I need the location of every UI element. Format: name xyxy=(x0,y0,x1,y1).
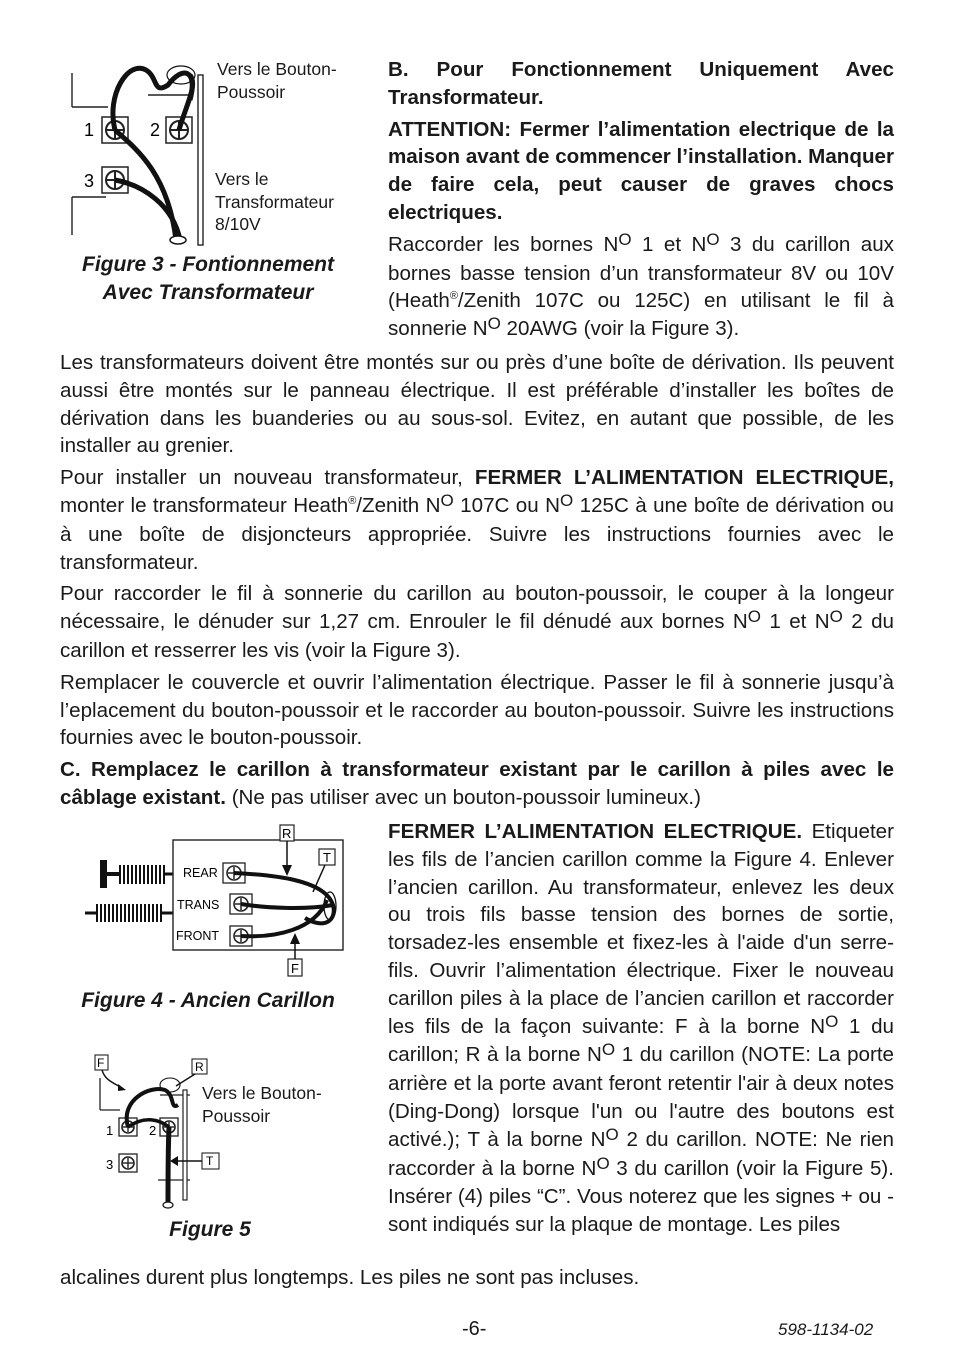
label-line: Poussoir xyxy=(202,1105,271,1126)
fig5-tag-f: F xyxy=(97,1056,105,1070)
page-number: -6- xyxy=(462,1318,487,1340)
paragraph-transformers: Les transformateurs doivent être montés sur ou près d’une boîte de dérivation. Ils peuvent aussi être montés sur le panneau électrique. Il est préférable d’installer les boîtes de dérivation dans les buanderies ou au sous-sol. Evitez, en autant que possible, de les installer au grenier. xyxy=(60,351,894,458)
figure-5-pushbutton-label xyxy=(202,1082,322,1127)
paragraph-replace-cover: Remplacer le couvercle et ouvrir l’alimentation électrique. Passer le fil à sonnerie jusqu’à l’eplacement du bouton-poussoir et le raccorder au bouton-poussoir. Suivre les instructions fournies avec le bouton-poussoir. xyxy=(60,670,894,750)
tag-f: F xyxy=(291,961,299,976)
figure-4-diagram xyxy=(75,820,355,980)
section-c-paragraph: FERMER L’ALIMENTATION ELECTRIQUE. Etiqueter les fils de l’ancien carillon comme la Figure 4. Enlever l’ancien carillon. Au transformateur, enlevez les deux ou trois fils basse tension des bornes de sortie, torsadez-les ensemble et fixez-les à l'aide d'un serre-fils. Ouvrir l’alimentation électrique. Fixer le nouveau carillon piles à la place de l’ancien carillon et raccorder les fils de la façon suivante: F à la borne $N^O$ 1 du carillon; R à la borne $N^O$ 1 du carillon (NOTE: La porte arrière et la porte avant feront retentir l'air à deux notes (Ding-Dong) lorsque l'un ou l'autre des boutons est activé.); T à la borne $N^O$ 2 du carillon. NOTE: Ne rien raccorder à la borne $N^O$ 3 du carillon (voir la Figure 5). Insérer (4) piles “C”. Vous noterez que les signes + ou - sont indiqués sur la plaque de montage. Les piles xyxy=(388,820,895,1237)
section-b-paragraph-1: Raccorder les bornes $N^O$ 1 et $N^O$ 3 du carillon aux bornes basse tension d’un transformateur 8V ou 10V (Heath®/Zenith 107C ou 125C) en utilisant le fil à sonnerie $N^O$ 20AWG (voir la Figure 3). xyxy=(388,229,894,341)
figure-5-diagram xyxy=(90,1050,230,1210)
figure-3-diagram xyxy=(58,55,218,250)
label-line: Poussoir xyxy=(217,81,286,102)
caption-line: Avec Transformateur xyxy=(102,281,314,304)
tag-r: R xyxy=(282,826,292,841)
fig5-tag-t: T xyxy=(206,1154,214,1168)
terminal-3-number: 3 xyxy=(84,171,95,191)
paragraph-connect-wire: Pour raccorder le fil à sonnerie du carillon au bouton-poussoir, le couper à la longeur nécessaire, le dénuder sur 1,27 cm. Enrouler le fil dénudé aux bornes $N^O$ 1 et $N^O$ 2 du carillon et resserrer les vis (voir la Figure 3). xyxy=(60,582,894,662)
section-c-heading: C. Remplacez le carillon à transformateur existant par le carillon à piles avec le câblage existant. (Ne pas utiliser avec un bouton-poussoir lumineux.) xyxy=(60,758,894,809)
label-line: Transformateur xyxy=(215,191,334,212)
full-width-text xyxy=(60,349,894,812)
section-b-heading: B. Pour Fonctionnement Uniquement Avec Transformateur. xyxy=(388,58,894,109)
figure-3-pushbutton-label xyxy=(217,58,337,103)
figure-4-caption: Figure 4 - Ancien Carillon xyxy=(81,989,335,1012)
terminal-2-number: 2 xyxy=(150,120,161,140)
terminal-1-number: 1 xyxy=(84,120,95,140)
section-c-column xyxy=(388,818,894,1239)
attention-warning: ATTENTION: Fermer l’alimentation electrique de la maison avant de commencer l’installation. Manquer de faire cela, peut causer de graves chocs electriques. xyxy=(388,117,894,224)
document-number: 598-1134-02 xyxy=(778,1320,874,1339)
figure-3-transformer-label xyxy=(215,168,334,236)
label-line: 8/10V xyxy=(215,214,261,234)
label-line: Vers le Bouton- xyxy=(217,59,337,79)
figure-5-caption: Figure 5 xyxy=(169,1218,251,1241)
paragraph-install-transformer: Pour installer un nouveau transformateur, FERMER L’ALIMENTATION ELECTRIQUE, monter le transformateur Heath®/Zenith $N^O$ 107C ou $N^O$ 125C à une boîte de dérivation ou à une boîte de disjoncteurs appropriée. Suivre les instructions fournies avec le transformateur. xyxy=(60,466,894,574)
figure-3-caption xyxy=(58,251,358,307)
tag-t: T xyxy=(323,850,331,865)
section-c-tail: alcalines durent plus longtemps. Les piles ne sont pas incluses. xyxy=(60,1266,640,1289)
front-label: FRONT xyxy=(176,929,220,943)
label-line: Vers le Bouton- xyxy=(202,1083,322,1103)
fig5-term-1: 1 xyxy=(106,1123,114,1138)
section-b-column xyxy=(388,56,894,344)
rear-label: REAR xyxy=(183,866,218,880)
fig5-term-3: 3 xyxy=(106,1157,114,1172)
fig5-term-2: 2 xyxy=(149,1123,157,1138)
label-line: Vers le xyxy=(215,169,269,189)
caption-line: Figure 3 - Fontionnement xyxy=(82,253,334,276)
fig5-tag-r: R xyxy=(195,1060,204,1074)
trans-label: TRANS xyxy=(177,898,220,912)
